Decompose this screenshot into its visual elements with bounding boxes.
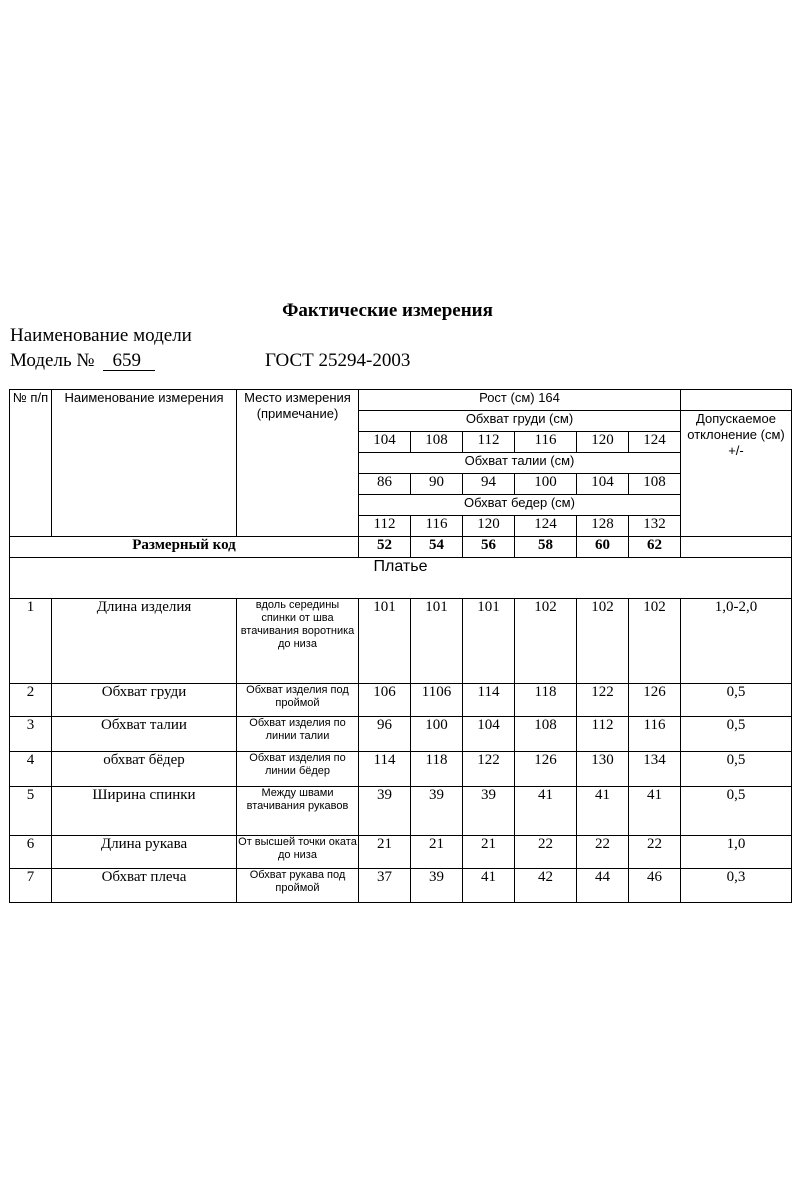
row-value: 102 <box>629 599 681 684</box>
row-tolerance: 0,5 <box>681 684 792 717</box>
tolerance-header-top <box>681 390 792 411</box>
row-value: 101 <box>359 599 411 684</box>
row-value: 106 <box>359 684 411 717</box>
gost-standard: ГОСТ 25294-2003 <box>265 350 411 371</box>
row-value: 22 <box>515 836 577 869</box>
row-value: 41 <box>463 869 515 903</box>
row-name: обхват бёдер <box>52 752 237 787</box>
row-value: 134 <box>629 752 681 787</box>
measurement-row <box>10 684 792 717</box>
measurements-table <box>9 389 792 903</box>
row-value: 44 <box>577 869 629 903</box>
waist-header: Обхват талии (см) <box>359 453 681 474</box>
row-value: 122 <box>577 684 629 717</box>
size-code-cell: 58 <box>515 537 577 558</box>
row-value: 1106 <box>411 684 463 717</box>
row-number: 1 <box>10 599 52 684</box>
height-header: Рост (см) 164 <box>359 390 681 411</box>
row-value: 21 <box>359 836 411 869</box>
hips-size-cell: 124 <box>515 516 577 537</box>
hips-header: Обхват бедер (см) <box>359 495 681 516</box>
row-value: 96 <box>359 717 411 752</box>
chest-size-cell: 116 <box>515 432 577 453</box>
row-number: 2 <box>10 684 52 717</box>
row-place: Обхват изделия под проймой <box>237 684 359 717</box>
row-name: Обхват талии <box>52 717 237 752</box>
measurement-row <box>10 836 792 869</box>
row-value: 21 <box>463 836 515 869</box>
row-value: 22 <box>629 836 681 869</box>
size-code-label: Размерный код <box>10 537 359 558</box>
hips-size-cell: 120 <box>463 516 515 537</box>
row-value: 126 <box>629 684 681 717</box>
row-tolerance: 1,0 <box>681 836 792 869</box>
row-value: 41 <box>577 787 629 836</box>
tolerance-header: Допускаемое отклонение (см) +/- <box>681 411 792 537</box>
model-number-line <box>10 350 155 372</box>
row-value: 101 <box>463 599 515 684</box>
size-code-cell: 56 <box>463 537 515 558</box>
row-name: Обхват плеча <box>52 869 237 903</box>
waist-size-cell: 108 <box>629 474 681 495</box>
row-number: 5 <box>10 787 52 836</box>
waist-size-cell: 90 <box>411 474 463 495</box>
size-code-cell: 60 <box>577 537 629 558</box>
row-value: 21 <box>411 836 463 869</box>
row-tolerance: 0,5 <box>681 717 792 752</box>
row-tolerance: 1,0-2,0 <box>681 599 792 684</box>
row-value: 112 <box>577 717 629 752</box>
row-name: Обхват груди <box>52 684 237 717</box>
row-number: 6 <box>10 836 52 869</box>
row-value: 130 <box>577 752 629 787</box>
measurement-row <box>10 787 792 836</box>
row-value: 39 <box>411 787 463 836</box>
hips-size-cell: 116 <box>411 516 463 537</box>
hips-size-cell: 128 <box>577 516 629 537</box>
row-number: 4 <box>10 752 52 787</box>
size-code-cell: 52 <box>359 537 411 558</box>
measurement-row <box>10 752 792 787</box>
row-place: Обхват изделия по линии талии <box>237 717 359 752</box>
size-code-cell: 54 <box>411 537 463 558</box>
row-value: 126 <box>515 752 577 787</box>
row-value: 102 <box>577 599 629 684</box>
row-value: 39 <box>411 869 463 903</box>
row-value: 42 <box>515 869 577 903</box>
row-value: 46 <box>629 869 681 903</box>
row-place: Обхват рукава под проймой <box>237 869 359 903</box>
row-value: 100 <box>411 717 463 752</box>
row-value: 114 <box>359 752 411 787</box>
waist-size-cell: 100 <box>515 474 577 495</box>
waist-size-cell: 86 <box>359 474 411 495</box>
section-title: Платье <box>10 558 792 599</box>
document-title: Фактические измерения <box>282 300 493 321</box>
model-name-label: Наименование модели <box>10 325 192 346</box>
row-value: 118 <box>515 684 577 717</box>
row-value: 118 <box>411 752 463 787</box>
waist-size-cell: 94 <box>463 474 515 495</box>
row-value: 41 <box>629 787 681 836</box>
measurement-row <box>10 599 792 684</box>
row-value: 102 <box>515 599 577 684</box>
row-number: 7 <box>10 869 52 903</box>
row-value: 39 <box>463 787 515 836</box>
chest-size-cell: 120 <box>577 432 629 453</box>
row-value: 22 <box>577 836 629 869</box>
row-value: 122 <box>463 752 515 787</box>
col-header-place: Место измерения (примечание) <box>237 390 359 537</box>
model-number-label: Модель № <box>10 350 95 371</box>
row-value: 108 <box>515 717 577 752</box>
measurement-row <box>10 869 792 903</box>
row-place: Между швами втачивания рукавов <box>237 787 359 836</box>
row-value: 39 <box>359 787 411 836</box>
row-place: От высшей точки оката до низа <box>237 836 359 869</box>
row-value: 41 <box>515 787 577 836</box>
row-value: 116 <box>629 717 681 752</box>
col-header-number: № п/п <box>10 390 52 537</box>
row-tolerance: 0,5 <box>681 752 792 787</box>
row-name: Ширина спинки <box>52 787 237 836</box>
measurement-row <box>10 717 792 752</box>
row-name: Длина рукава <box>52 836 237 869</box>
row-value: 104 <box>463 717 515 752</box>
chest-header: Обхват груди (см) <box>359 411 681 432</box>
model-number-value: 659 <box>103 351 156 371</box>
row-tolerance: 0,5 <box>681 787 792 836</box>
row-value: 101 <box>411 599 463 684</box>
row-place: Обхват изделия по линии бёдер <box>237 752 359 787</box>
hips-size-cell: 112 <box>359 516 411 537</box>
waist-size-cell: 104 <box>577 474 629 495</box>
row-name: Длина изделия <box>52 599 237 684</box>
chest-size-cell: 104 <box>359 432 411 453</box>
row-value: 114 <box>463 684 515 717</box>
size-code-tolerance-empty <box>681 537 792 558</box>
row-place: вдоль середины спинки от шва втачивания воротника до низа <box>237 599 359 684</box>
row-tolerance: 0,3 <box>681 869 792 903</box>
col-header-name: Наименование измерения <box>52 390 237 537</box>
size-code-cell: 62 <box>629 537 681 558</box>
row-value: 37 <box>359 869 411 903</box>
chest-size-cell: 124 <box>629 432 681 453</box>
row-number: 3 <box>10 717 52 752</box>
chest-size-cell: 112 <box>463 432 515 453</box>
chest-size-cell: 108 <box>411 432 463 453</box>
hips-size-cell: 132 <box>629 516 681 537</box>
